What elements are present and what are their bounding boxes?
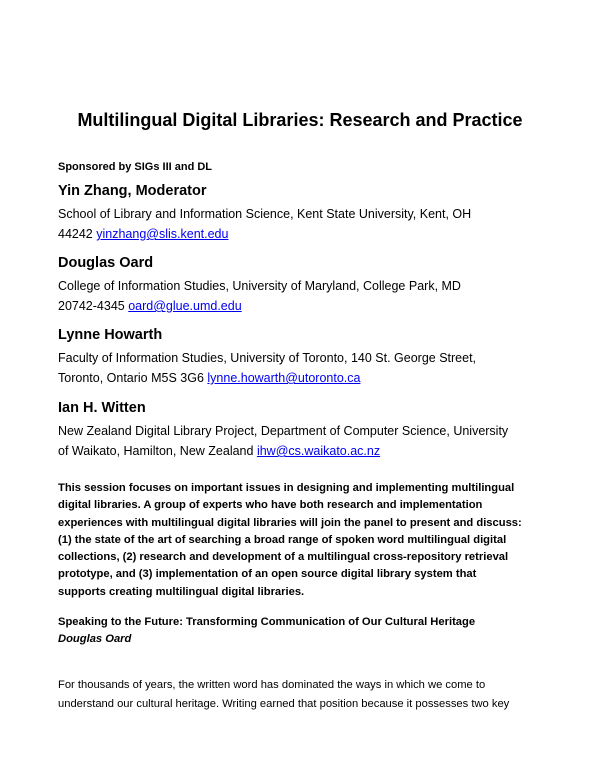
panelist-name: Douglas Oard bbox=[58, 255, 154, 271]
panelist-affiliation bbox=[58, 204, 548, 244]
abstract-line: (1) the state of the art of searching a broad range of spoken word multilingual digital bbox=[58, 533, 507, 546]
panelist-name: Lynne Howarth bbox=[58, 327, 163, 343]
body-line: understand our cultural heritage. Writing earned that position because it possesses two key bbox=[58, 698, 510, 710]
panelist-affiliation bbox=[58, 276, 548, 316]
abstract-line: prototype, and (3) implementation of an open source digital library system that bbox=[58, 568, 477, 581]
email-link[interactable]: oard@glue.umd.edu bbox=[128, 299, 242, 313]
affiliation-line: of Waikato, Hamilton, New Zealand bbox=[58, 444, 257, 458]
affiliation-line: School of Library and Information Science, Kent State University, Kent, OH bbox=[58, 207, 472, 221]
panelist-affiliation bbox=[58, 421, 548, 461]
panelist-lynne-howarth bbox=[58, 326, 548, 388]
affiliation-line: Toronto, Ontario M5S 3G6 bbox=[58, 371, 208, 385]
panelist-name: Yin Zhang, Moderator bbox=[58, 183, 207, 199]
abstract-line: experiences with multilingual digital libraries will join the panel to present and discuss: bbox=[58, 516, 522, 529]
affiliation-line: 20742-4345 bbox=[58, 299, 129, 313]
panelist-name: Ian H. Witten bbox=[58, 400, 146, 416]
talk-author: Douglas Oard bbox=[58, 633, 132, 645]
sponsor-line: Sponsored by SIGs III and DL bbox=[58, 161, 213, 173]
affiliation-line: New Zealand Digital Library Project, Department of Computer Science, University bbox=[58, 424, 509, 438]
email-link[interactable]: yinzhang@slis.kent.edu bbox=[96, 227, 229, 241]
abstract-paragraph bbox=[58, 480, 548, 601]
talk-title: Speaking to the Future: Transforming Communication of Our Cultural Heritage bbox=[58, 616, 476, 628]
email-link[interactable]: ihw@cs.waikato.ac.nz bbox=[256, 444, 381, 458]
body-paragraph bbox=[58, 676, 558, 714]
panelist-yin-zhang bbox=[58, 182, 548, 244]
talk-heading bbox=[58, 614, 558, 648]
abstract-line: collections, (2) research and development of a multilingual cross-repository retrieval bbox=[58, 551, 509, 564]
affiliation-line: College of Information Studies, University of Maryland, College Park, MD bbox=[58, 279, 461, 293]
panelist-ian-witten bbox=[58, 399, 548, 461]
panelist-douglas-oard bbox=[58, 254, 548, 316]
affiliation-line: Faculty of Information Studies, University of Toronto, 140 St. George Street, bbox=[58, 351, 477, 365]
affiliation-line: 44242 bbox=[58, 227, 97, 241]
abstract-line: supports creating multilingual digital libraries. bbox=[58, 585, 305, 598]
paper-title: Multilingual Digital Libraries: Research and Practice bbox=[77, 110, 523, 130]
email-link[interactable]: lynne.howarth@utoronto.ca bbox=[207, 371, 361, 385]
panelist-affiliation bbox=[58, 348, 548, 388]
body-line: For thousands of years, the written word has dominated the ways in which we come to bbox=[58, 679, 486, 691]
abstract-line: digital libraries. A group of experts who have both research and implementation bbox=[58, 499, 483, 512]
abstract-line: This session focuses on important issues in designing and implementing multilingual bbox=[58, 482, 515, 494]
